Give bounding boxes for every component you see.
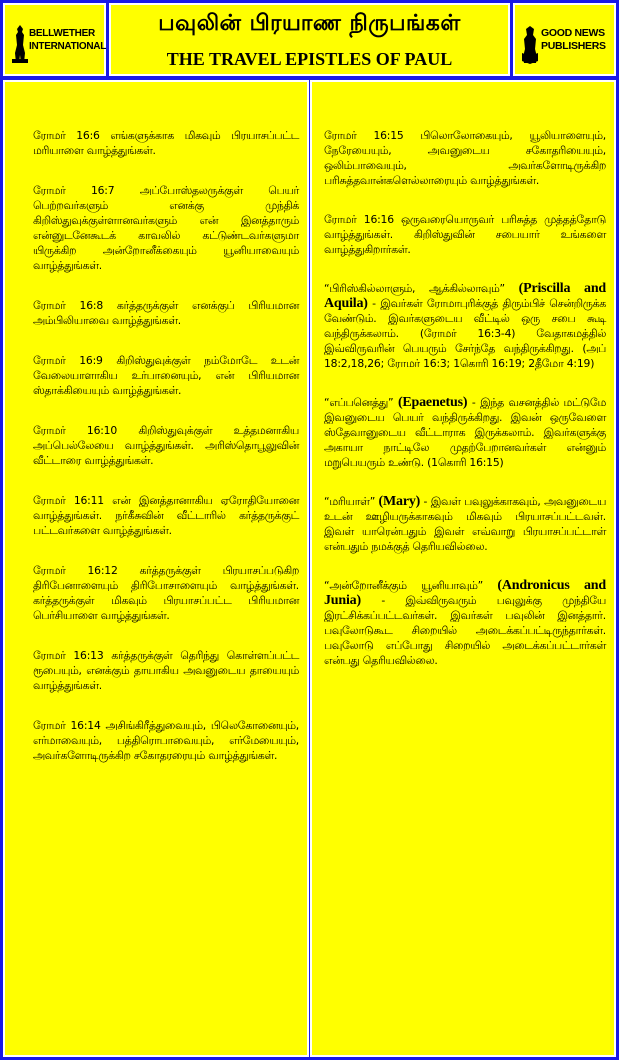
verse-paragraph: ரோமர் 16:16 ஒருவரையொருவர் பரிசுத்த முத்தத்தோடு வாழ்த்துங்கள். கிறிஸ்துவின் சபையார் உங்களை வாழ்த்துகிறார்கள். — [324, 213, 606, 256]
tamil-name: “மரியாள்” — [324, 495, 376, 508]
commentary-paragraph — [324, 578, 606, 668]
logo-line: GOOD NEWS — [541, 27, 605, 39]
commentary-text: - இவர்கள் ரோமாபுரிக்குத் திரும்பிச் சென்றிருக்க வேண்டும். இவர்களுடைய வீட்டில் ஒரு சபை கூடி வந்திருக்கலாம். (ரோமர் 16:3-4) வேதாகமத்தில் இவ்விருவரின் பெயரும் சேர்ந்தே வந்திருக்கிறது. (அப் 18:2,18,26; ரோமர் 16:3; 1கொரி 16:19; 2தீமோ 4:19) — [324, 297, 606, 370]
commentary-paragraph — [324, 395, 606, 470]
sheep-figure-icon — [11, 23, 29, 65]
title-box — [109, 3, 510, 76]
verse-paragraph: ரோமர் 16:7 அப்போஸ்தலருக்குள் பெயர் பெற்றவர்களும் எனக்கு முந்திக் கிறிஸ்துவுக்குள்ளானவர்களும் என் இனத்தாரும் என்னுடனேகூடக் காவலில் கட்டுண்டவர்களுமா யிருக்கிற அன்றோனீக்கையும் யூனியாவையும் வாழ்த்துங்கள். — [33, 184, 299, 272]
logo-line: PUBLISHERS — [541, 40, 606, 52]
verse-paragraph: ரோமர் 16:6 எங்களுக்காக மிகவும் பிரயாசப்பட்ட மரியாளை வாழ்த்துங்கள். — [33, 129, 299, 157]
commentary-text: - இந்த வசனத்தில் மட்டுமே இவனுடைய பெயர் வந்திருக்கிறது. இவன் ஒருவேளை ஸ்தேவானுடைய வீட்டாராக இருக்கலாம். இவர்களுக்கு அகாயா நாட்டிலே முதற்பேறானவர்கள் என்னும் மறுபெயரும் உண்டு. (1கொரி 16:15) — [324, 396, 607, 469]
page-title-tamil: பவுலின் பிரயாண நிருபங்கள் — [158, 11, 461, 36]
commentary-paragraph — [324, 494, 606, 554]
right-column — [310, 80, 616, 1057]
verse-paragraph: ரோமர் 16:12 கர்த்தருக்குள் பிரயாசப்படுகிற திரிபேனாளையும் திரிபோசாளையும் வாழ்த்துங்கள். கர்த்தருக்குள் மிகவும் பிரயாசப்பட்ட பிரியமான பெர்சியாளை வாழ்த்துங்கள். — [33, 564, 299, 622]
english-name: (Andronicus and Junia) — [324, 578, 606, 608]
english-name: (Mary) — [378, 494, 421, 509]
commentary-text: - இவள் பவுலுக்காகவும், அவனுடைய உடன் ஊழியருக்காகவும் மிகவும் பிரயாசப்பட்டவள். இவள் யாரென்பதும் இவள் எவ்வாறு பிரயாசப்பட்டாள் என்பதும் நமக்குத் தெரியவில்லை. — [324, 495, 607, 553]
good-news-logo — [513, 3, 616, 76]
tamil-name: “எப்பனெத்து” — [324, 396, 394, 409]
commentary-paragraph — [324, 281, 606, 371]
page-header — [0, 0, 619, 78]
open-book-icon — [521, 23, 539, 65]
english-name: (Priscilla and Aquila) — [324, 281, 606, 311]
verse-paragraph: ரோமர் 16:15 பிலொலோகையும், யூலியாளையும், நேரேயையும், அவனுடைய சகோதரியையும், ஒலிம்பாவையும், அவர்களோடிருக்கிற பரிசுத்தவான்களெல்லாரையும் வாழ்த்துங்கள். — [324, 129, 606, 187]
verse-paragraph: ரோமர் 16:9 கிறிஸ்துவுக்குள் நம்மோடே உடன் வேலையாளாகிய உர்பானையும், என் பிரியமான ஸ்தாக்கியையும் வாழ்த்துங்கள். — [33, 354, 299, 397]
logo-line: INTERNATIONAL — [29, 41, 107, 52]
tamil-name: “அன்றோனீக்கும் யூனியாவும்” — [324, 579, 483, 592]
bellwether-logo — [3, 3, 106, 76]
tamil-name: “பிரிஸ்கில்லாளும், ஆக்கில்லாவும்” — [324, 282, 505, 295]
verse-paragraph: ரோமர் 16:13 கர்த்தருக்குள் தெரிந்து கொள்ளப்பட்ட ரூபையும், எனக்கும் தாயாகிய அவனுடைய தாயையும் வாழ்த்துங்கள். — [33, 649, 299, 692]
verse-paragraph: ரோமர் 16:14 அசிங்கிரீத்துவையும், பிலெகோனையும், எர்மாவையும், பத்திரொபாவையும், எர்மேயையும், அவர்களோடிருக்கிற சகோதரரையும் வாழ்த்துங்கள். — [33, 719, 299, 762]
left-column — [3, 80, 309, 1057]
verse-paragraph: ரோமர் 16:8 கர்த்தருக்குள் எனக்குப் பிரியமான அம்பிலியாவை வாழ்த்துங்கள். — [33, 299, 299, 327]
commentary-text: - இவ்விருவரும் பவுலுக்கு முந்தியே இரட்சிக்கப்பட்டவர்கள். இவர்கள் பவுலின் இனத்தார். பவுலோடுகூட சிறையில் அடைக்கப்பட்டிருந்தார்கள். பவுலோடு எப்போது சிறையில் அடைக்கப்பட்டார்கள் என்பது தெரியவில்லை. — [324, 594, 606, 667]
page-title-english: THE TRAVEL EPISTLES OF PAUL — [166, 49, 453, 69]
verse-paragraph: ரோமர் 16:11 என் இனத்தானாகிய ஏரோதியோனை வாழ்த்துங்கள். நர்கீசுவின் வீட்டாரில் கர்த்தருக்குட் பட்டவர்களை வாழ்த்துங்கள். — [33, 494, 299, 537]
english-name: (Epaenetus) — [397, 395, 468, 410]
logo-line: BELLWETHER — [29, 28, 95, 39]
verse-paragraph: ரோமர் 16:10 கிறிஸ்துவுக்குள் உத்தமனாகிய அப்பெல்லேயை வாழ்த்துங்கள். அரிஸ்தொபூலுவின் வீட்டாரை வாழ்த்துங்கள். — [33, 424, 299, 467]
